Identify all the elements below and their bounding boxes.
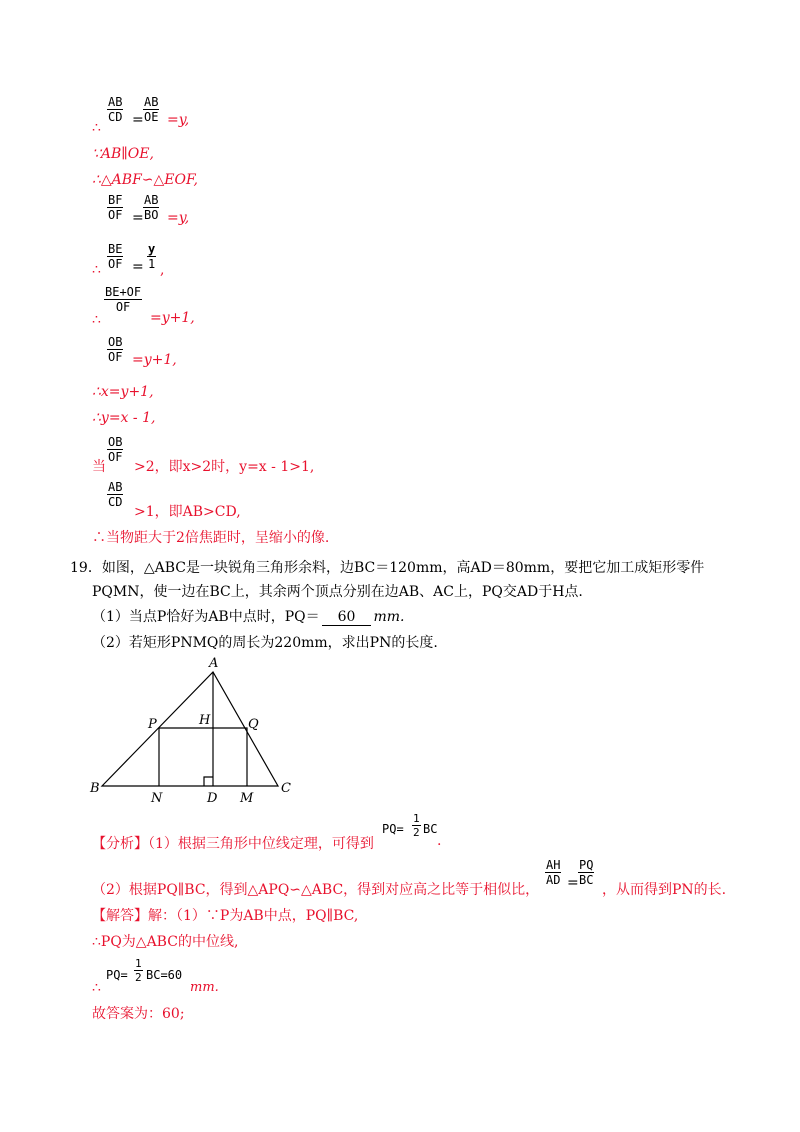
fraction-ab-cd: AB CD xyxy=(108,480,123,509)
label-a: A xyxy=(209,656,219,671)
therefore-symbol: ∴ xyxy=(92,120,101,136)
label-m: M xyxy=(240,791,254,802)
formula-rhs: BC=60 xyxy=(146,968,183,982)
analysis-period: . xyxy=(437,833,442,849)
therefore-symbol: ∴ xyxy=(92,312,101,328)
label-p: P xyxy=(148,717,157,732)
equals-sign: = xyxy=(132,259,144,275)
label-b: B xyxy=(90,781,100,796)
question-line-2: PQMN，使一边在BC上，其余两个顶点分别在边AB、AC上，PQ交AD于H点. xyxy=(92,584,583,600)
analysis-text-1: （1）根据三角形中位线定理，可得到 xyxy=(148,836,374,852)
label-q: Q xyxy=(248,717,259,732)
step-tail: =y, xyxy=(167,112,190,128)
analysis-text-3: ，从而得到PN的长. xyxy=(602,882,727,898)
label-c: C xyxy=(281,781,291,796)
fraction-ab-cd: AB CD xyxy=(108,95,123,124)
fraction-be-of: BE OF xyxy=(108,242,123,271)
solution-line-2: ∴PQ为△ABC的中位线, xyxy=(92,934,239,950)
fraction-be-plus-of-over-of: BE+OF OF xyxy=(105,285,142,314)
question-line-1 xyxy=(70,557,704,577)
label-h: H xyxy=(199,713,211,728)
step-tail: >2，即x>2时，y=x - 1>1, xyxy=(134,459,315,475)
step-2: ∵AB∥OE, xyxy=(92,146,154,162)
fraction-ab-bo: AB BO xyxy=(144,193,159,222)
formula-lhs: PQ= xyxy=(106,968,128,982)
fraction-one-half: 1 2 xyxy=(135,957,142,984)
solution-text-1: 解：（1）∵P为AB中点，PQ∥BC, xyxy=(148,908,359,924)
fraction-ah-ad: AH AD xyxy=(546,858,561,887)
fraction-bf-of: BF OF xyxy=(108,193,123,222)
question-part-1 xyxy=(92,606,404,626)
formula-lhs: PQ= xyxy=(382,822,404,836)
equals-sign: = xyxy=(567,875,579,891)
part1-text: （1）当点P恰好为AB中点时，PQ＝ xyxy=(92,609,320,625)
solution-line-4: 故答案为：60; xyxy=(92,1006,185,1022)
part1-unit: mm. xyxy=(373,609,405,625)
analysis-text-2: （2）根据PQ∥BC，得到△APQ∽△ABC，得到对应高之比等于相似比， xyxy=(92,882,540,898)
question-text-1: 如图，△ABC是一块锐角三角形余料，边BC＝120mm，高AD＝80mm，要把它加工成矩形零件 xyxy=(101,560,705,576)
analysis-tag: 【分析】 xyxy=(92,836,148,852)
step-9: ∴y=x - 1, xyxy=(92,410,156,426)
step-prefix: 当 xyxy=(92,459,106,475)
fraction-ab-oe: AB OE xyxy=(144,95,159,124)
part1-answer-blank: 60 xyxy=(322,609,372,626)
step-tail: =y+1, xyxy=(150,310,195,326)
therefore-symbol: ∴ xyxy=(92,980,101,996)
solution-tag: 【解答】 xyxy=(92,908,148,924)
fraction-y-1: y 1 xyxy=(148,242,156,271)
step-tail: =y+1, xyxy=(132,352,177,368)
question-part-2: （2）若矩形PNMQ的周长为220mm，求出PN的长度. xyxy=(92,635,438,651)
step-tail: >1，即AB>CD, xyxy=(134,504,241,520)
step-8: ∴x=y+1, xyxy=(92,384,154,400)
question-number: 19． xyxy=(70,560,102,576)
formula-rhs: BC xyxy=(423,822,438,836)
triangle-figure xyxy=(85,652,315,802)
step-tail: , xyxy=(160,262,165,278)
therefore-symbol: ∴ xyxy=(92,262,101,278)
fraction-pq-bc: PQ BC xyxy=(579,858,594,887)
fraction-one-half: 1 2 xyxy=(413,812,420,839)
fraction-ob-of: OB OF xyxy=(108,335,123,364)
step-tail: =y, xyxy=(167,210,190,226)
solution-line-1 xyxy=(92,905,358,925)
equals-sign: = xyxy=(132,210,144,226)
label-n: N xyxy=(151,791,163,802)
equals-sign: = xyxy=(132,112,144,128)
label-d: D xyxy=(207,791,218,802)
step-3: ∴△ABF∽△EOF, xyxy=(92,172,198,188)
step-12: ∴当物距大于2倍焦距时，呈缩小的像. xyxy=(92,530,330,546)
analysis-line-1 xyxy=(92,812,442,863)
fraction-ob-of: OB OF xyxy=(108,435,123,464)
solution-unit: mm. xyxy=(190,980,219,995)
